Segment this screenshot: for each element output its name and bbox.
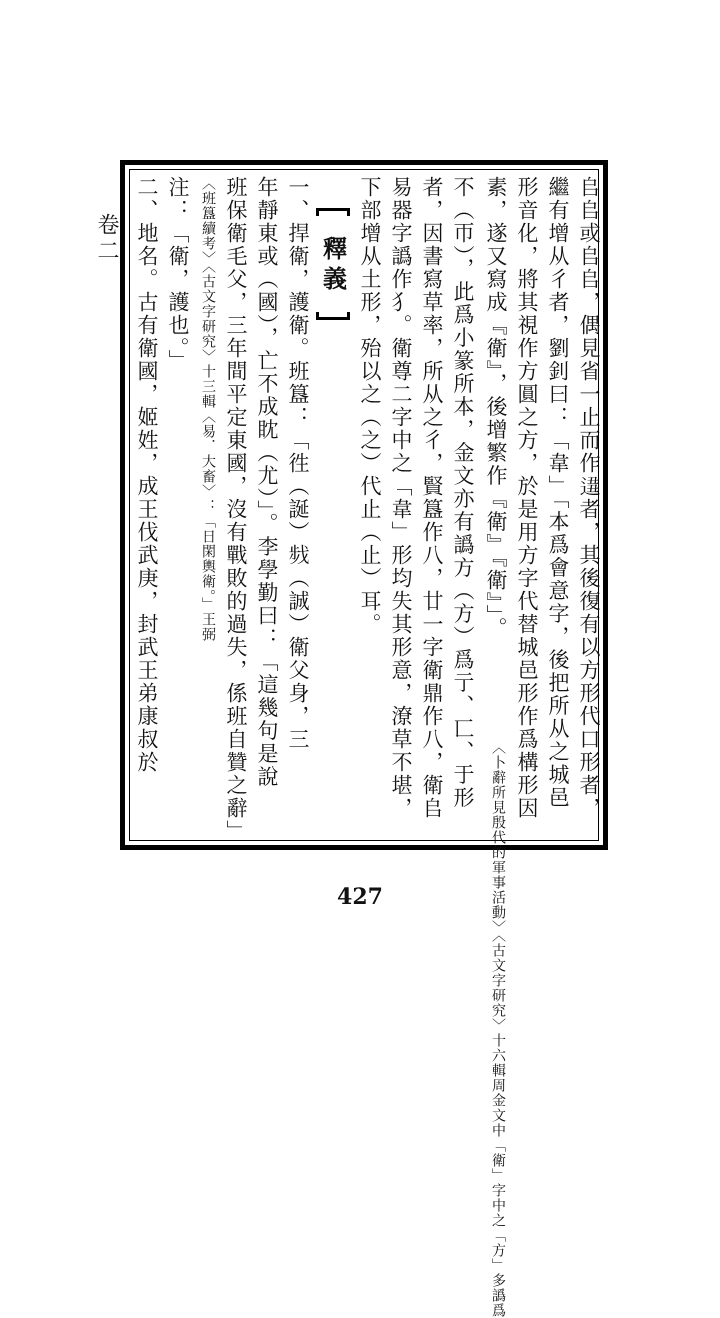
text-column-7: 易器字譌作犭。衛尊二字中之「韋」形均失其形意，潦草不堪， [389, 176, 413, 820]
note-column: 注：「衛，護也。」 [166, 176, 190, 373]
text-column-5: 不（帀），此爲小篆所本，金文亦有譌方（方）爲亍、匸、于形 [451, 176, 475, 810]
text-column-9: 一、捍衛，護衛。班簋：「徃（誕）𢧁（誠）衛父身，三 [286, 176, 310, 751]
page-number: 427 [337, 884, 383, 910]
text-column-6: 者，因書寫草率，所从之彳，賢簋作八，廿一字衛鼎作八，衛𠂤 [420, 176, 444, 820]
citation-column-2: 〈班簋續考〉〈古文字研究〉十三輯〈易．大畜〉：「日閑輿衛。」王弼 [200, 176, 216, 642]
text-column-8: 下部增从土形，殆以之（之）代止（止）耳。 [358, 176, 382, 636]
text-column-2: 繼有增从彳者，劉釗曰：「韋」「本爲會意字，後把所从之城邑 [546, 176, 570, 810]
volume-label: 卷二 [94, 213, 119, 265]
text-column-10: 年靜東或（國），亡不成眈（尤）」。李學勤曰：「這幾句是說 [255, 176, 279, 789]
text-column-11: 班保衛毛父，三年間平定東國，沒有戰敗的過失，係班自贊之辭」 [224, 176, 248, 843]
section-heading: 釋義 [318, 236, 347, 296]
text-column-12: 二、地名。古有衛國，姬姓，成王伐武庚，封武王弟康叔於 [135, 176, 159, 774]
text-column-4: 素，遂又寫成『衛』，後增繁作『衛』『衛』」。 [484, 176, 508, 640]
text-column-1: 𠂤𠂤或𠂤𠂤，偶見省一止而作𨔚者，其後復有以方形代口形者， [577, 176, 601, 820]
text-column-3: 形音化，將其視作方圓之方，於是用方字代替城邑形作爲構形因 [515, 176, 539, 820]
heading-bracket-bottom [316, 312, 350, 320]
citation-column-1: 〈卜辭所見殷代的軍事活動〉〈古文字研究〉十六輯周金文中「衛」字中之「方」多譌爲 [490, 740, 506, 1318]
